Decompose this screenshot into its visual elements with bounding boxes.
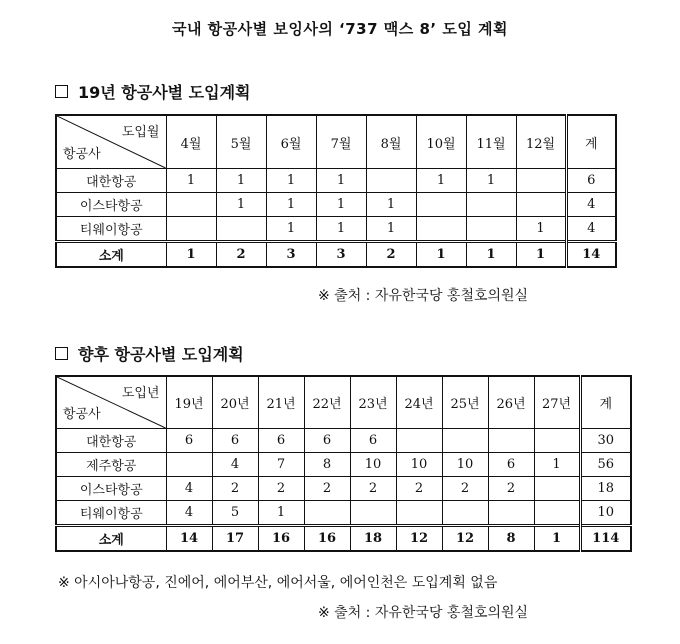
column-header: 7월 xyxy=(316,115,366,169)
table-cell: 6 xyxy=(166,429,212,453)
column-header: 5월 xyxy=(216,115,266,169)
table-cell xyxy=(166,217,216,242)
table-cell xyxy=(488,501,534,526)
table-cell xyxy=(216,217,266,242)
row-label-total: 소계 xyxy=(56,526,166,552)
table-cell: 1 xyxy=(166,242,216,268)
table-cell xyxy=(396,501,442,526)
table-cell: 2 xyxy=(488,477,534,501)
table-cell xyxy=(416,193,466,217)
table-cell: 1 xyxy=(366,217,416,242)
table-cell: 1 xyxy=(516,217,566,242)
table-cell-total: 10 xyxy=(580,501,631,526)
table-cell: 2 xyxy=(442,477,488,501)
table-cell: 5 xyxy=(212,501,258,526)
table-cell: 1 xyxy=(316,193,366,217)
table-cell: 10 xyxy=(396,453,442,477)
table-cell: 6 xyxy=(304,429,350,453)
table-cell-total: 114 xyxy=(580,526,631,552)
column-header-total: 계 xyxy=(580,376,631,429)
column-header: 27년 xyxy=(534,376,580,429)
table-cell: 1 xyxy=(258,501,304,526)
table-header-row xyxy=(56,376,631,429)
table-cell: 2 xyxy=(366,242,416,268)
table-19-plan xyxy=(55,114,617,268)
corner-header-cell xyxy=(56,376,166,429)
table-cell: 4 xyxy=(166,477,212,501)
table-cell xyxy=(304,501,350,526)
table-cell: 2 xyxy=(396,477,442,501)
table-cell-total: 14 xyxy=(566,242,616,268)
column-header: 22년 xyxy=(304,376,350,429)
table-cell xyxy=(466,217,516,242)
table-cell-total: 6 xyxy=(566,169,616,193)
table-cell: 4 xyxy=(212,453,258,477)
row-label: 제주항공 xyxy=(56,453,166,477)
document-title: 국내 항공사별 보잉사의 ‘737 맥스 8’ 도입 계획 xyxy=(171,20,509,38)
table-cell xyxy=(488,429,534,453)
table-cell: 4 xyxy=(166,501,212,526)
table-cell: 16 xyxy=(304,526,350,552)
table-cell: 18 xyxy=(350,526,396,552)
row-label-total: 소계 xyxy=(56,242,166,268)
table-cell: 17 xyxy=(212,526,258,552)
table-cell xyxy=(516,169,566,193)
table-total-row xyxy=(56,526,631,552)
table-row xyxy=(56,477,631,501)
table-cell: 1 xyxy=(166,169,216,193)
section1-heading-text: 19년 항공사별 도입계획 xyxy=(78,83,251,102)
table-cell: 2 xyxy=(258,477,304,501)
corner-bottom-label: 항공사 xyxy=(63,407,101,422)
table-cell: 7 xyxy=(258,453,304,477)
table-cell: 1 xyxy=(366,193,416,217)
column-header: 12월 xyxy=(516,115,566,169)
table-cell xyxy=(366,169,416,193)
section2-note: ※ 아시아나항공, 진에어, 에어부산, 에어서울, 에어인천은 도입계획 없음 xyxy=(58,575,498,591)
table-cell xyxy=(166,453,212,477)
table-cell: 1 xyxy=(216,169,266,193)
table-cell xyxy=(166,193,216,217)
section1-source: ※ 출처 : 자유한국당 홍철호의원실 xyxy=(318,288,529,304)
table-cell: 14 xyxy=(166,526,212,552)
table-cell-total: 56 xyxy=(580,453,631,477)
table-cell xyxy=(516,193,566,217)
row-label: 티웨이항공 xyxy=(56,217,166,242)
section2-heading-text: 향후 항공사별 도입계획 xyxy=(78,345,244,364)
table-cell xyxy=(534,429,580,453)
table-cell xyxy=(442,501,488,526)
row-label: 대한항공 xyxy=(56,169,166,193)
table-cell xyxy=(466,193,516,217)
column-header: 11월 xyxy=(466,115,516,169)
table-cell: 10 xyxy=(350,453,396,477)
table-row xyxy=(56,193,616,217)
table-row xyxy=(56,429,631,453)
table-row xyxy=(56,217,616,242)
table-cell: 1 xyxy=(266,193,316,217)
column-header: 4월 xyxy=(166,115,216,169)
table-cell: 16 xyxy=(258,526,304,552)
checkbox-square-icon xyxy=(55,85,68,98)
corner-bottom-label: 항공사 xyxy=(63,147,101,162)
table-cell: 6 xyxy=(258,429,304,453)
table-cell: 2 xyxy=(350,477,396,501)
column-header: 10월 xyxy=(416,115,466,169)
table-cell: 6 xyxy=(350,429,396,453)
table-cell xyxy=(534,477,580,501)
corner-top-label: 도입월 xyxy=(121,125,160,140)
table-cell: 1 xyxy=(266,217,316,242)
table-cell: 8 xyxy=(304,453,350,477)
table-cell: 6 xyxy=(488,453,534,477)
column-header: 26년 xyxy=(488,376,534,429)
corner-header-cell xyxy=(56,115,166,169)
column-header: 8월 xyxy=(366,115,416,169)
row-label: 이스타항공 xyxy=(56,193,166,217)
table-cell: 1 xyxy=(416,169,466,193)
table-header-row xyxy=(56,115,616,169)
column-header-total: 계 xyxy=(566,115,616,169)
table-cell: 1 xyxy=(534,453,580,477)
table-cell-total: 4 xyxy=(566,217,616,242)
column-header: 23년 xyxy=(350,376,396,429)
table-cell xyxy=(396,429,442,453)
table-future-plan xyxy=(55,375,632,552)
table-row xyxy=(56,453,631,477)
table-cell: 1 xyxy=(534,526,580,552)
table-cell xyxy=(442,429,488,453)
table-cell: 10 xyxy=(442,453,488,477)
table-cell: 1 xyxy=(466,169,516,193)
table-cell: 6 xyxy=(212,429,258,453)
table-cell: 1 xyxy=(416,242,466,268)
table-cell xyxy=(350,501,396,526)
table-cell: 2 xyxy=(216,242,266,268)
table-cell: 2 xyxy=(212,477,258,501)
table-cell: 1 xyxy=(316,217,366,242)
column-header: 24년 xyxy=(396,376,442,429)
table-cell: 1 xyxy=(216,193,266,217)
table-cell xyxy=(534,501,580,526)
column-header: 25년 xyxy=(442,376,488,429)
row-label: 티웨이항공 xyxy=(56,501,166,526)
table-cell-total: 30 xyxy=(580,429,631,453)
table-cell: 1 xyxy=(466,242,516,268)
table-cell: 1 xyxy=(516,242,566,268)
corner-top-label: 도입년 xyxy=(121,386,160,401)
table-cell-total: 4 xyxy=(566,193,616,217)
table-total-row xyxy=(56,242,616,268)
column-header: 20년 xyxy=(212,376,258,429)
column-header: 19년 xyxy=(166,376,212,429)
table-cell-total: 18 xyxy=(580,477,631,501)
column-header: 21년 xyxy=(258,376,304,429)
table-cell: 1 xyxy=(266,169,316,193)
checkbox-square-icon xyxy=(55,347,68,360)
row-label: 대한항공 xyxy=(56,429,166,453)
table-cell: 1 xyxy=(316,169,366,193)
section1-heading xyxy=(55,80,251,103)
column-header: 6월 xyxy=(266,115,316,169)
table-cell: 12 xyxy=(442,526,488,552)
table-cell: 3 xyxy=(266,242,316,268)
table-row xyxy=(56,169,616,193)
section2-source: ※ 출처 : 자유한국당 홍철호의원실 xyxy=(318,605,529,621)
table-cell: 12 xyxy=(396,526,442,552)
row-label: 이스타항공 xyxy=(56,477,166,501)
table-cell: 8 xyxy=(488,526,534,552)
table-cell: 2 xyxy=(304,477,350,501)
section2-heading xyxy=(55,342,244,365)
table-cell xyxy=(416,217,466,242)
table-cell: 3 xyxy=(316,242,366,268)
table-row xyxy=(56,501,631,526)
